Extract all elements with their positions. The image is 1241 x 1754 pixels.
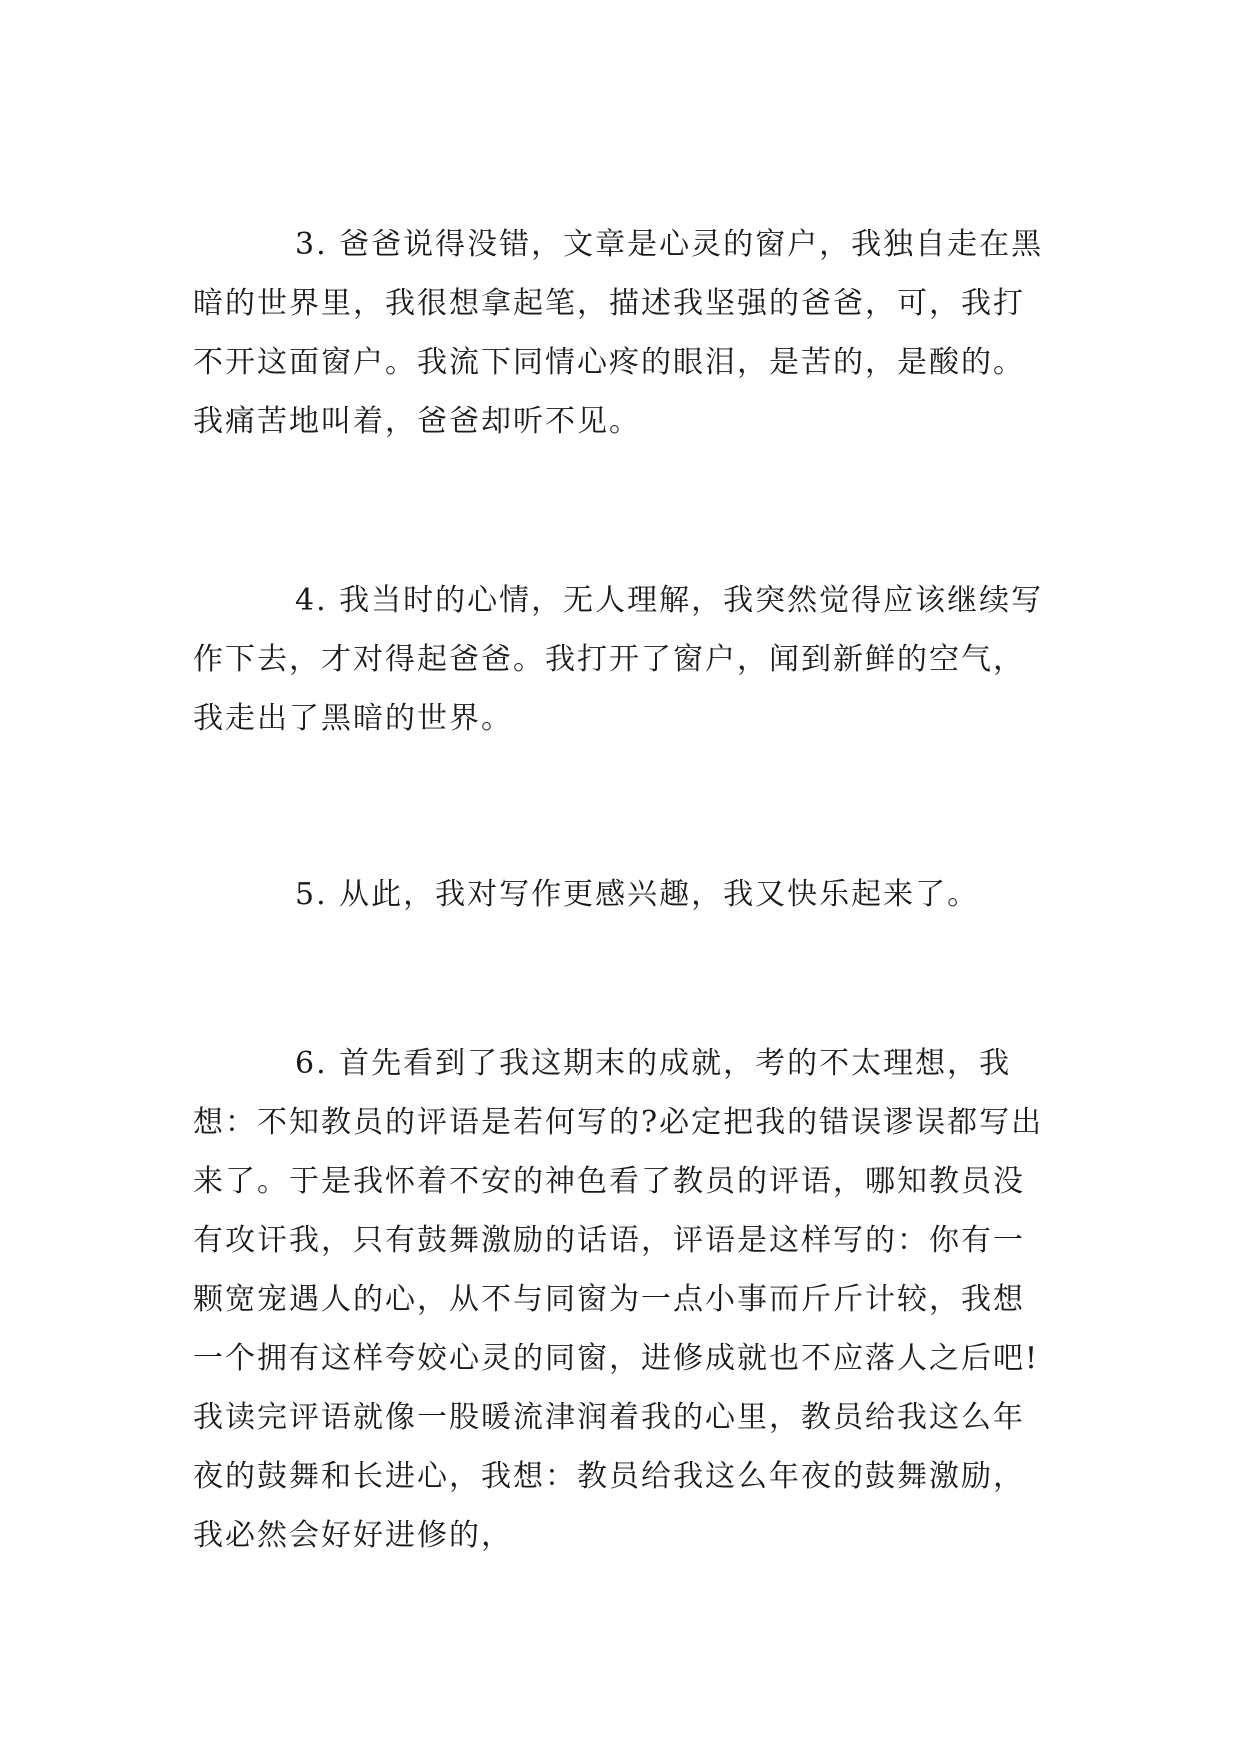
paragraph-3: 3. 爸爸说得没错，文章是心灵的窗户，我独自走在黑暗的世界里，我很想拿起笔，描述我坚强的爸爸，可，我打不开这面窗户。我流下同情心疼的眼泪，是苦的，是酸的。我痛苦地叫着，爸爸却听不见。 bbox=[193, 227, 1044, 439]
paragraph-4: 4. 我当时的心情，无人理解，我突然觉得应该继续写作下去，才对得起爸爸。我打开了窗户，闻到新鲜的空气，我走出了黑暗的世界。 bbox=[193, 583, 1044, 736]
paragraph-6: 6. 首先看到了我这期末的成就，考的不太理想，我想：不知教员的评语是若何写的?必定把我的错误谬误都写出来了。于是我怀着不安的神色看了教员的评语，哪知教员没有攻讦我，只有鼓舞激励的话语，评语是这样写的：你有一颗宽宠遇人的心，从不与同窗为一点小事而斤斤计较，我想一个拥有这样夸姣心灵的同窗，进修成就也不应落人之后吧!我读完评语就像一股暖流津润着我的心里，教员给我这么年夜的鼓舞和长进心，我想：教员给我这么年夜的鼓舞激励，我必然会好好进修的， bbox=[193, 1046, 1044, 1553]
paragraph-5: 5. 从此，我对写作更感兴趣，我又快乐起来了。 bbox=[295, 877, 980, 912]
